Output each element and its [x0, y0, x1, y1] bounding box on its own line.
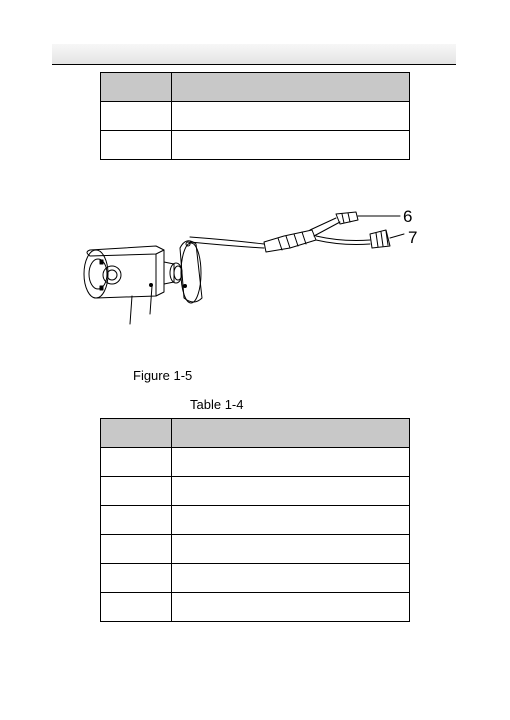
- table-cell: [101, 448, 172, 477]
- table-caption: Table 1-4: [190, 397, 244, 412]
- table-cell: [172, 506, 410, 535]
- callout-leader-7: [390, 234, 404, 238]
- table-row: [101, 564, 410, 593]
- lens-ring: [89, 259, 107, 289]
- top-table: [100, 72, 410, 160]
- table-cell: [172, 564, 410, 593]
- lens: [103, 266, 121, 284]
- table-header-cell: [101, 73, 172, 102]
- table-cell: [101, 564, 172, 593]
- table-cell: [172, 535, 410, 564]
- table-row: [101, 535, 410, 564]
- table-header-row: [101, 419, 410, 448]
- table-cell: [101, 506, 172, 535]
- callout-leader-bottom-right: [150, 286, 152, 314]
- table-cell: [101, 535, 172, 564]
- ir-led: [100, 260, 103, 264]
- callout-leader-bottom-left: [130, 296, 132, 324]
- table-cell: [101, 593, 172, 622]
- cable-connector: [264, 230, 316, 252]
- table-cell: [101, 131, 172, 160]
- page-header-rule: [52, 64, 456, 65]
- callout-label-6: 6: [403, 207, 413, 226]
- table-row: [101, 102, 410, 131]
- table-row: [101, 448, 410, 477]
- bottom-table: [100, 418, 410, 622]
- table-row: [101, 131, 410, 160]
- bullet-camera-figure: [60, 200, 430, 360]
- table-header-cell: [101, 419, 172, 448]
- callout-label-7: 7: [408, 228, 418, 247]
- figure-caption: Figure 1-5: [133, 368, 193, 383]
- page-header-band: [52, 44, 456, 64]
- table-cell: [172, 102, 410, 131]
- table-row: [101, 477, 410, 506]
- table-header-row: [101, 73, 410, 102]
- table-cell: [101, 102, 172, 131]
- power-connector: [336, 212, 358, 224]
- table-header-cell: [172, 419, 410, 448]
- table-cell: [101, 477, 172, 506]
- lens-front: [84, 250, 108, 298]
- table-cell: [172, 593, 410, 622]
- table-header-cell: [172, 73, 410, 102]
- table-cell: [172, 448, 410, 477]
- table-cell: [172, 477, 410, 506]
- table-row: [101, 593, 410, 622]
- table-cell: [172, 131, 410, 160]
- table-row: [101, 506, 410, 535]
